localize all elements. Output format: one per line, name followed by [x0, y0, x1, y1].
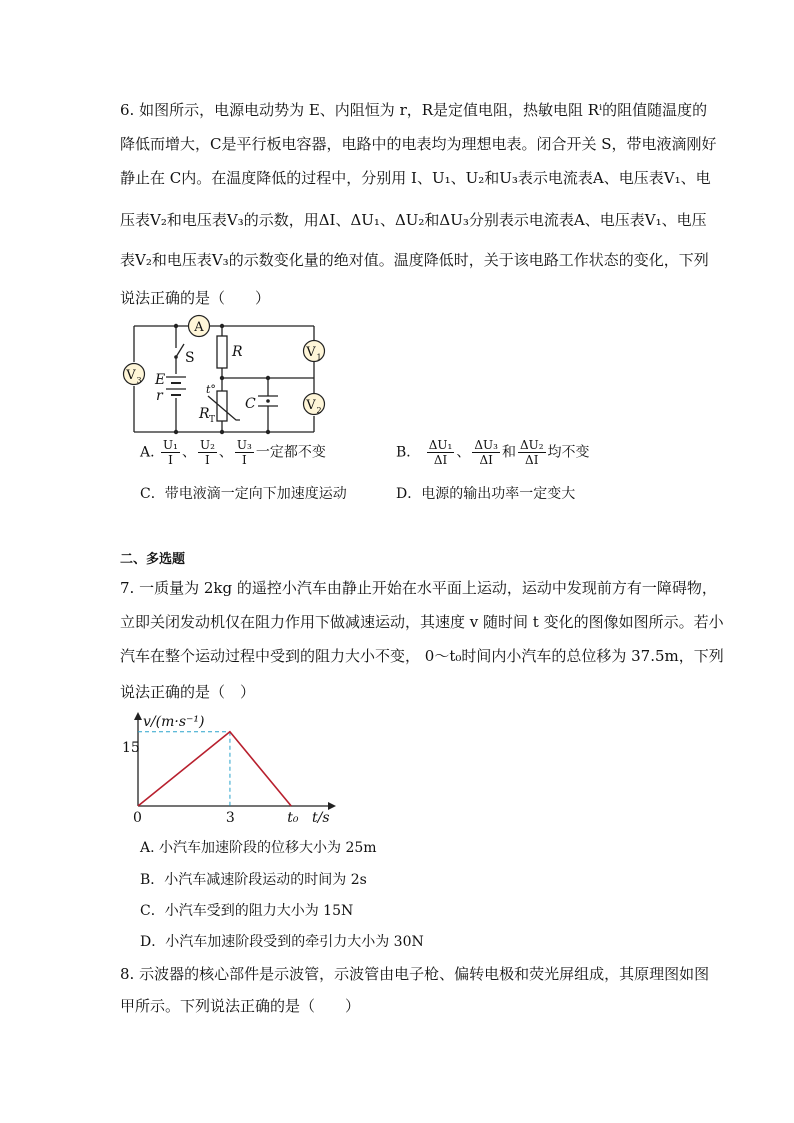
q6-option-c: C．带电液滴一定向下加速度运动 [140, 486, 347, 502]
v2-label: V [306, 398, 316, 413]
y-tick-label-15: 15 [122, 740, 140, 756]
q7-option-b: B．小汽车减速阶段运动的时间为 2s [140, 872, 367, 888]
ammeter-label: A [194, 320, 204, 335]
fraction: $\frac{\text{ΔU₃}}{\Delta I}$ [474, 438, 498, 467]
q6-line-1: 6. 如图所示，电源电动势为 E、内阻恒为 r，R是定值电阻，热敏电阻 Rⁱ的阻值随温度的 [120, 101, 708, 119]
q6-line-2: 降低而增大，C是平行板电容器，电路中的电表均为理想电表。闭合开关 S，带电液滴刚好 [120, 135, 717, 153]
y-axis-label: v/(m·s⁻¹) [143, 714, 205, 730]
q6-option-a-prefix: A. [140, 444, 155, 461]
q7-line-1: 7. 一质量为 2kg 的遥控小汽车由静止开始在水平面上运动，运动中发现前方有一障碍物， [120, 579, 717, 597]
x-tick-label-3: 3 [225, 810, 235, 826]
resistor-label: R [232, 344, 243, 360]
fraction: $\frac{\text{U₁}}{I}$ [163, 438, 178, 467]
v1-label: V [306, 345, 316, 360]
fraction: $\frac{\text{ΔU₁}}{\Delta I}$ [428, 438, 453, 467]
thermistor-sub: T [209, 415, 216, 425]
q6-option-a: A. $\frac{\text{U₁}}{I}$ 、 $\frac{\text{U₂}}{I}$ 、 $\frac{\text{U₃}}{I}$ 一定都不变 [140, 438, 326, 467]
q7-line-2: 立即关闭发动机仅在阻力作用下做减速运动，其速度 v 随时间 t 变化的图像如图所示。若小 [120, 613, 724, 631]
v3-sub: 3 [136, 376, 142, 385]
switch-label: S [185, 350, 195, 366]
fraction: $\frac{\text{U₂}}{I}$ [199, 438, 215, 467]
section-header: 二、多选题 [120, 552, 186, 567]
q6-option-b-prefix: B． [396, 444, 421, 461]
x-axis-label: t/s [312, 810, 330, 826]
fraction: $\frac{\text{U₃}}{I}$ [236, 438, 252, 467]
v3-label: V [126, 368, 136, 383]
q8-line-1: 8. 示波器的核心部件是示波管，示波管由电子枪、偏转电极和荧光屏组成，其原理图如图 [120, 965, 710, 983]
q6-option-a-text: 一定都不变 [255, 444, 326, 461]
v2-sub: 2 [316, 406, 322, 415]
capacitor-label: C [245, 396, 256, 412]
q7-line-3: 汽车在整个运动过程中受到的阻力大小不变， 0～t₀时间内小汽车的总位移为 37.5m，下列 [120, 647, 724, 665]
velocity-line [138, 732, 291, 806]
emf-label: E [155, 372, 166, 388]
origin-label: 0 [133, 810, 142, 826]
temperature-label: t° [206, 383, 216, 396]
y-axis-arrow-icon [134, 712, 142, 720]
q6-option-b: B． $\frac{\text{ΔU₁}}{\Delta I}$ 、 $\frac{\text{ΔU₃}}{\Delta I}$ 和 $\frac{\text{ΔU₂}}{\Delta I}$ 均不变 [396, 438, 590, 467]
fraction: $\frac{\text{ΔU₂}}{\Delta I}$ [519, 438, 544, 467]
x-axis-arrow-icon [328, 802, 336, 810]
q6-line-3: 静止在 C内。在温度降低的过程中，分别用 I、U₁、U₂和U₃表示电流表A、电压表V₁、电 [120, 169, 711, 187]
x-tick-label-t0: t₀ [287, 810, 299, 826]
q6-option-b-text: 均不变 [547, 444, 590, 461]
q7-option-c: C．小汽车受到的阻力大小为 15N [140, 903, 354, 919]
v1-sub: 1 [316, 353, 322, 362]
q7-line-4: 说法正确的是（ ） [120, 683, 256, 701]
q6-line-5: 表V₂和电压表V₃的示数变化量的绝对值。温度降低时，关于该电路工作状态的变化，下列 [120, 251, 709, 269]
q7-option-a: A. 小汽车加速阶段的位移大小为 25m [140, 840, 377, 856]
thermistor-label: R [199, 406, 210, 422]
q6-line-4: 压表V₂和电压表V₃的示数，用ΔI、ΔU₁、ΔU₂和ΔU₃分别表示电流表A、电压表V₁、电压 [120, 211, 707, 229]
q6-line-6: 说法正确的是（ ） [120, 289, 271, 307]
q7-option-d: D．小汽车加速阶段受到的牵引力大小为 30N [140, 934, 424, 950]
internal-resistance-label: r [156, 388, 163, 404]
q6-option-d: D．电源的输出功率一定变大 [396, 486, 576, 502]
q8-line-2: 甲所示。下列说法正确的是（ ） [120, 997, 361, 1015]
